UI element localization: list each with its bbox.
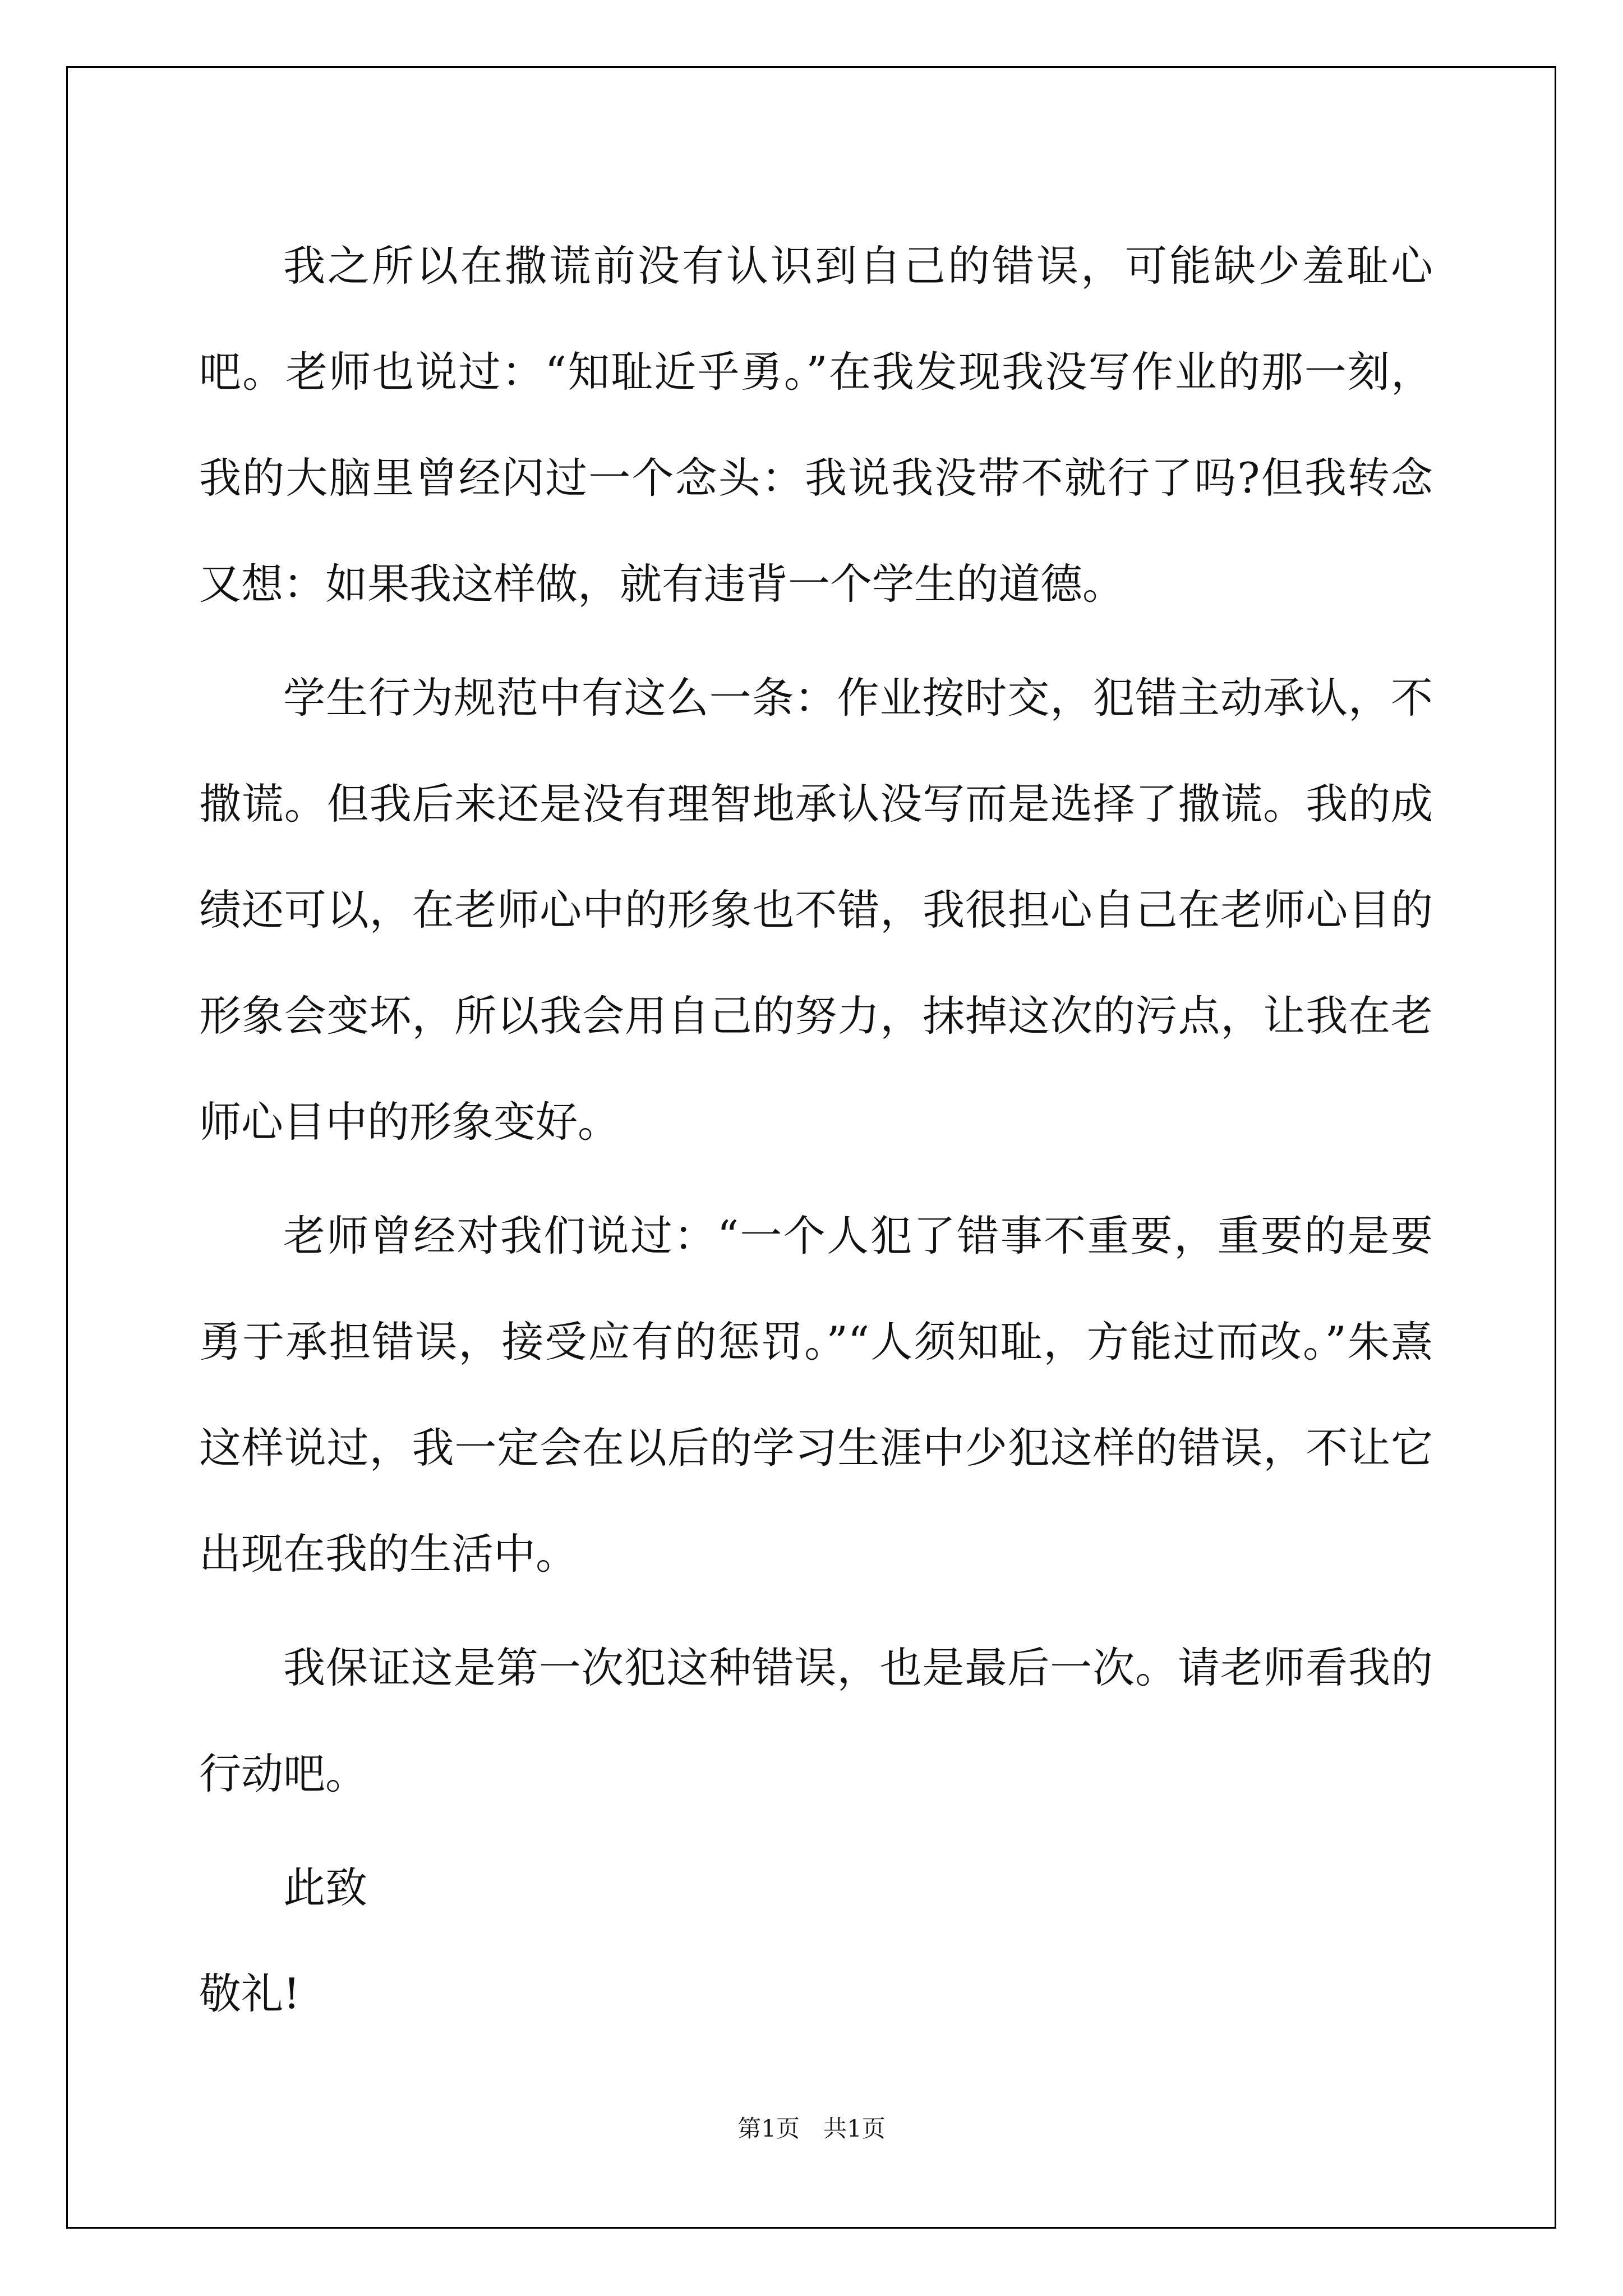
- paragraph-2: 学生行为规范中有这么一条：作业按时交，犯错主动承认，不撒谎。但我后来还是没有理智地承认没写而是选择了撒谎。我的成绩还可以，在老师心中的形象也不错，我很担心自己在老师心目的形象会变坏，所以我会用自己的努力，抹掉这次的污点，让我在老师心目中的形象变好。: [199, 673, 1433, 1147]
- closing-line: 此致: [283, 1863, 368, 1912]
- paragraph-1: 我之所以在撒谎前没有认识到自己的错误，可能缺少羞耻心吧。老师也说过：“知耻近乎勇。”在我发现我没写作业的那一刻，我的大脑里曾经闪过一个念头：我说我没带不就行了吗?但我转念又想：如果我这样做，就有违背一个学生的道德。: [199, 241, 1433, 609]
- signoff-line: 敬礼!: [199, 1969, 301, 2018]
- paragraph-3: 老师曾经对我们说过：“一个人犯了错事不重要，重要的是要勇于承担错误，接受应有的惩罚。”“人须知耻，方能过而改。”朱熹这样说过，我一定会在以后的学习生涯中少犯这样的错误，不让它出现在我的生活中。: [199, 1211, 1433, 1579]
- paragraph-4: 我保证这是第一次犯这种错误，也是最后一次。请老师看我的行动吧。: [199, 1643, 1433, 1798]
- letter-body: [199, 213, 1433, 2047]
- page-number-footer: 第1页 共1页: [737, 2115, 886, 2142]
